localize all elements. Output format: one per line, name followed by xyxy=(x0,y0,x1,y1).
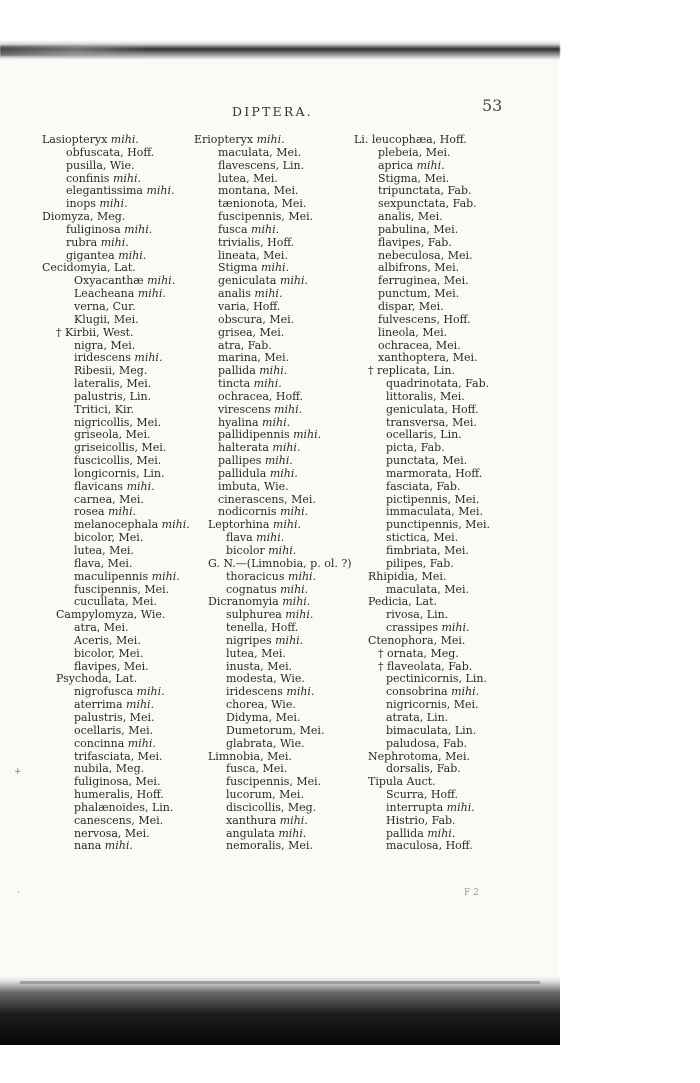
entry-text: discicollis, Meg. xyxy=(226,800,317,814)
entry-text: pallida mihi. xyxy=(218,364,288,378)
entry-text: ocellaris, Mei. xyxy=(74,723,154,737)
entry-text: marina, Mei. xyxy=(218,351,290,365)
entry-text: aprica mihi. xyxy=(378,158,445,172)
entry-text: grisea, Mei. xyxy=(218,325,285,339)
entry-text: interrupta mihi. xyxy=(386,800,475,814)
entry-text: Pedicia, Lat. xyxy=(368,595,437,609)
entry-text: trifasciata, Mei. xyxy=(74,749,163,763)
entry-text: cognatus mihi. xyxy=(226,582,309,596)
entry-text: G. N.—(Limnobia, p. ol. ?) xyxy=(208,556,352,570)
entry-text: tenella, Hoff. xyxy=(226,621,299,635)
page-number: 53 xyxy=(482,96,503,115)
entry-text: carnea, Mei. xyxy=(74,492,144,506)
entry-text: flavipes, Mei. xyxy=(74,659,149,673)
entry-text: nigricornis, Mei. xyxy=(386,698,479,712)
entry-text: nana mihi. xyxy=(74,839,133,853)
entry-text: punctipennis, Mei. xyxy=(386,518,490,532)
entry-text: inops mihi. xyxy=(66,197,128,211)
entry-text: maculosa, Hoff. xyxy=(386,839,473,853)
entry-text: imbuta, Wie. xyxy=(218,479,289,493)
entry-text: xanthoptera, Mei. xyxy=(378,351,478,365)
entry-text: lucorum, Mei. xyxy=(226,788,304,802)
entry-text: lineola, Mei. xyxy=(378,325,448,339)
entry-text: Didyma, Mei. xyxy=(226,710,301,724)
entry-text: stictica, Mei. xyxy=(386,531,459,545)
entry-text: dorsalis, Fab. xyxy=(386,762,461,776)
entry-text: gigantea mihi. xyxy=(66,248,147,262)
entry-text: pilipes, Fab. xyxy=(386,556,454,570)
entry-text: ferruginea, Mei. xyxy=(378,274,469,288)
ink-speck: + xyxy=(14,767,22,777)
entry-text: marmorata, Hoff. xyxy=(386,466,483,480)
entry-text: humeralis, Hoff. xyxy=(74,788,164,802)
entry-text: consobrina mihi. xyxy=(386,685,480,699)
entry-text: lineata, Mei. xyxy=(218,248,288,262)
entry-text: tænionota, Mei. xyxy=(218,197,307,211)
species-entry xyxy=(194,840,352,853)
entry-text: pallipes mihi. xyxy=(218,454,293,468)
running-head: DIPTERA. xyxy=(232,104,313,119)
entry-text: longicornis, Lin. xyxy=(74,466,165,480)
entry-text: xanthura mihi. xyxy=(226,813,308,827)
ink-speck: · xyxy=(17,888,20,898)
entry-text: fimbriata, Mei. xyxy=(386,544,469,557)
scan-edge-bottom xyxy=(0,975,560,1045)
entry-text: fasciata, Fab. xyxy=(386,479,461,493)
entry-text: halterata mihi. xyxy=(218,441,301,455)
entry-text: fuliginosa mihi. xyxy=(66,222,153,236)
entry-text: Ribesii, Meg. xyxy=(74,364,148,378)
entry-text: flava, Mei. xyxy=(74,556,133,570)
entry-text: thoracicus mihi. xyxy=(226,569,317,583)
entry-text: inusta, Mei. xyxy=(226,659,293,673)
entry-text: obscura, Mei. xyxy=(218,312,295,326)
entry-text: bicolor mihi. xyxy=(226,544,297,557)
entry-text: pectinicornis, Lin. xyxy=(386,672,487,686)
entry-text: maculata, Mei. xyxy=(386,582,470,596)
entry-text: maculata, Mei. xyxy=(218,145,302,159)
entry-text: sulphurea mihi. xyxy=(226,608,314,622)
entry-text: fusca, Mei. xyxy=(226,762,288,776)
entry-text: cinerascens, Mei. xyxy=(218,492,316,506)
entry-text: lateralis, Mei. xyxy=(74,377,152,391)
entry-text: iridescens mihi. xyxy=(226,685,315,699)
entry-text: cucullata, Mei. xyxy=(74,595,157,609)
entry-text: plebeia, Mei. xyxy=(378,145,451,159)
entry-text: Tritici, Kir. xyxy=(74,402,135,416)
entry-text: glabrata, Wie. xyxy=(226,736,305,750)
entry-text: analis mihi. xyxy=(218,287,283,301)
entry-text: canescens, Mei. xyxy=(74,813,164,827)
entry-text: rosea mihi. xyxy=(74,505,137,519)
entry-text: † flaveolata, Fab. xyxy=(378,659,473,673)
entry-text: transversa, Mei. xyxy=(386,415,477,429)
entry-text: Nephrotoma, Mei. xyxy=(368,749,470,763)
entry-text: tripunctata, Fab. xyxy=(378,184,472,198)
species-entry xyxy=(354,840,490,853)
entry-text: obfuscata, Hoff. xyxy=(66,145,155,159)
entry-text: aterrima mihi. xyxy=(74,698,155,712)
entry-text: picta, Fab. xyxy=(386,441,445,455)
entry-text: nigrofusca mihi. xyxy=(74,685,165,699)
entry-text: flavescens, Lin. xyxy=(218,158,305,172)
entry-text: flavipes, Fab. xyxy=(378,235,452,249)
entry-text: griseola, Mei. xyxy=(74,428,151,442)
entry-text: Aceris, Mei. xyxy=(74,633,141,647)
entry-text: geniculata mihi. xyxy=(218,274,309,288)
entry-text: lutea, Mei. xyxy=(74,544,134,557)
entry-text: Rhipidia, Mei. xyxy=(368,569,447,583)
entry-text: fulvescens, Hoff. xyxy=(378,312,471,326)
entry-text: rubra mihi. xyxy=(66,235,129,249)
entry-text: rivosa, Lin. xyxy=(386,608,449,622)
entry-text: Stigma mihi. xyxy=(218,261,290,275)
entry-text: pallida mihi. xyxy=(386,826,456,840)
entry-text: fuscipennis, Mei. xyxy=(218,210,314,224)
entry-text: bimaculata, Lin. xyxy=(386,723,477,737)
entry-text: albifrons, Mei. xyxy=(378,261,460,275)
entry-text: † Kirbii, West. xyxy=(56,325,134,339)
entry-text: quadrinotata, Fab. xyxy=(386,377,490,391)
entry-text: Stigma, Mei. xyxy=(378,171,450,185)
entry-text: nigra, Mei. xyxy=(74,338,136,352)
entry-text: palustris, Mei. xyxy=(74,710,155,724)
entry-text: pallidipennis mihi. xyxy=(218,428,322,442)
entry-text: † ornata, Meg. xyxy=(378,646,459,660)
entry-text: trivialis, Hoff. xyxy=(218,235,295,249)
entry-text: phalænoides, Lin. xyxy=(74,800,174,814)
entry-text: nubila, Meg. xyxy=(74,762,145,776)
entry-text: iridescens mihi. xyxy=(74,351,163,365)
entry-text: sexpunctata, Fab. xyxy=(378,197,477,211)
entry-text: nigricollis, Mei. xyxy=(74,415,162,429)
entry-text: maculipennis mihi. xyxy=(74,569,180,583)
scan-edge-top xyxy=(0,40,560,60)
entry-text: Diomyza, Meg. xyxy=(42,210,126,224)
entry-text: varia, Hoff. xyxy=(218,299,281,313)
entry-text: atrata, Lin. xyxy=(386,710,449,724)
entry-text: Histrio, Fab. xyxy=(386,813,456,827)
entry-text: nebeculosa, Mei. xyxy=(378,248,473,262)
entry-text: † replicata, Lin. xyxy=(368,364,455,378)
entry-text: Leacheana mihi. xyxy=(74,287,166,301)
entry-text: virescens mihi. xyxy=(218,402,303,416)
entry-text: verna, Cur. xyxy=(74,299,136,313)
entry-text: concinna mihi. xyxy=(74,736,156,750)
entry-text: Campylomyza, Wie. xyxy=(56,608,166,622)
entry-text: angulata mihi. xyxy=(226,826,307,840)
entry-text: hyalina mihi. xyxy=(218,415,291,429)
entry-text: littoralis, Mei. xyxy=(386,389,465,403)
entry-text: lutea, Mei. xyxy=(226,646,286,660)
species-entry xyxy=(42,840,190,853)
entry-text: fuscicollis, Mei. xyxy=(74,454,162,468)
entry-text: immaculata, Mei. xyxy=(386,505,484,519)
entry-text: ocellaris, Lin. xyxy=(386,428,462,442)
species-column-3 xyxy=(354,134,490,853)
entry-text: elegantissima mihi. xyxy=(66,184,175,198)
entry-text: ochracea, Hoff. xyxy=(218,389,304,403)
entry-text: Scurra, Hoff. xyxy=(386,788,458,802)
entry-text: Psychoda, Lat. xyxy=(56,672,138,686)
entry-text: pusilla, Wie. xyxy=(66,158,135,172)
entry-text: griseicollis, Mei. xyxy=(74,441,167,455)
species-column-2 xyxy=(194,134,352,853)
entry-text: paludosa, Fab. xyxy=(386,736,468,750)
entry-text: Ctenophora, Mei. xyxy=(368,633,466,647)
entry-text: pabulina, Mei. xyxy=(378,222,459,236)
entry-text: nervosa, Mei. xyxy=(74,826,150,840)
species-column-1 xyxy=(42,134,190,853)
entry-text: nigripes mihi. xyxy=(226,633,304,647)
entry-text: crassipes mihi. xyxy=(386,621,470,635)
entry-text: Li. leucophæa, Hoff. xyxy=(354,133,467,146)
entry-text: dispar, Mei. xyxy=(378,299,444,313)
entry-text: atra, Mei. xyxy=(74,621,129,635)
entry-text: Tipula Auct. xyxy=(368,775,436,789)
entry-text: confinis mihi. xyxy=(66,171,142,185)
entry-text: Oxyacanthæ mihi. xyxy=(74,274,176,288)
entry-text: Leptorhina mihi. xyxy=(208,518,301,532)
entry-text: atra, Fab. xyxy=(218,338,272,352)
entry-text: pallidula mihi. xyxy=(218,466,298,480)
entry-text: bicolor, Mei. xyxy=(74,531,144,545)
entry-text: punctum, Mei. xyxy=(378,287,460,301)
entry-text: Lasiopteryx mihi. xyxy=(42,133,139,146)
entry-text: melanocephala mihi. xyxy=(74,518,190,532)
entry-text: fusca mihi. xyxy=(218,222,280,236)
entry-text: nodicornis mihi. xyxy=(218,505,309,519)
entry-text: modesta, Wie. xyxy=(226,672,305,686)
entry-text: palustris, Lin. xyxy=(74,389,152,403)
entry-text: Dumetorum, Mei. xyxy=(226,723,325,737)
entry-text: tincta mihi. xyxy=(218,377,282,391)
entry-text: nemoralis, Mei. xyxy=(226,839,313,853)
entry-text: lutea, Mei. xyxy=(218,171,278,185)
entry-text: flava mihi. xyxy=(226,531,285,545)
entry-text: fuscipennis, Mei. xyxy=(74,582,170,596)
entry-text: Limnobia, Mei. xyxy=(208,749,292,763)
entry-text: Dicranomyia mihi. xyxy=(208,595,311,609)
entry-text: fuliginosa, Mei. xyxy=(74,775,161,789)
entry-text: Klugii, Mei. xyxy=(74,312,139,326)
entry-text: bicolor, Mei. xyxy=(74,646,144,660)
entry-text: fuscipennis, Mei. xyxy=(226,775,322,789)
entry-text: chorea, Wie. xyxy=(226,698,296,712)
entry-text: geniculata, Hoff. xyxy=(386,402,479,416)
entry-text: montana, Mei. xyxy=(218,184,299,198)
entry-text: pictipennis, Mei. xyxy=(386,492,480,506)
entry-text: flavicans mihi. xyxy=(74,479,155,493)
entry-text: analis, Mei. xyxy=(378,210,443,224)
entry-text: Cecidomyia, Lat. xyxy=(42,261,136,275)
signature-mark: F 2 xyxy=(464,888,479,898)
entry-text: punctata, Mei. xyxy=(386,454,468,468)
entry-text: Eriopteryx mihi. xyxy=(194,133,285,146)
entry-text: ochracea, Mei. xyxy=(378,338,461,352)
